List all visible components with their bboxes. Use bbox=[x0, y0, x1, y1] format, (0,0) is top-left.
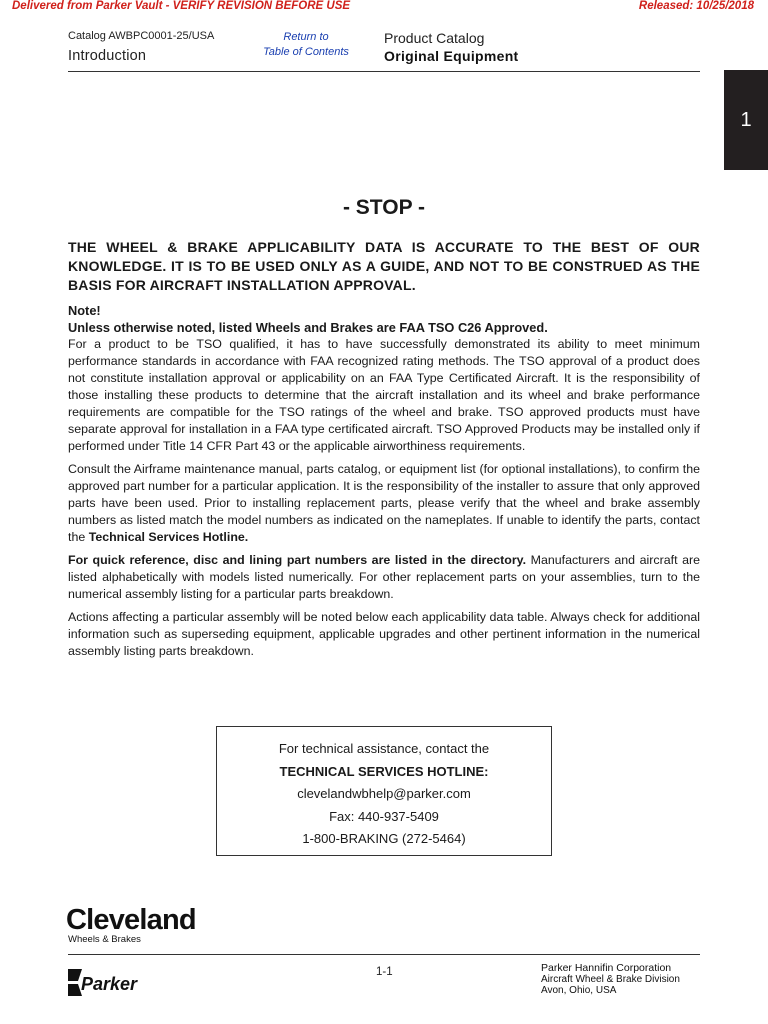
contact-phone: 1-800-BRAKING (272-5464) bbox=[302, 831, 466, 846]
return-link-line2: Table of Contents bbox=[263, 46, 349, 58]
chapter-tab bbox=[724, 70, 768, 170]
contact-fax: Fax: 440-937-5409 bbox=[329, 808, 439, 824]
reference-text: Manufacturers and aircraft are listed alphabetically with models listed numerically. For other replacement parts on your assemblies, turn to the numerical assembly listing for a particular parts breakdown. bbox=[68, 553, 700, 601]
contact-box bbox=[216, 726, 552, 856]
parker-logo-text: Parker bbox=[81, 974, 138, 994]
return-link-line1: Return to bbox=[283, 31, 329, 43]
hotline-reference: Technical Services Hotline. bbox=[88, 530, 249, 544]
contact-email[interactable]: clevelandwbhelp@parker.com bbox=[297, 786, 471, 801]
body-text bbox=[68, 302, 700, 666]
vault-banner: Delivered from Parker Vault - VERIFY REVISION BEFORE USE bbox=[12, 0, 351, 12]
header-divider bbox=[68, 71, 700, 72]
warning-text: THE WHEEL & BRAKE APPLICABILITY DATA IS ACCURATE TO THE BEST OF OUR KNOWLEDGE. IT IS TO BE USED ONLY AS A GUIDE, AND NOT TO BE CONSTRUED AS THE BASIS FOR AIRCRAFT INSTALLATION APPROVAL. bbox=[68, 239, 700, 293]
note-heading: Note! bbox=[68, 303, 101, 318]
corp-location: Avon, Ohio, USA bbox=[541, 985, 617, 996]
cleveland-logo: Cleveland bbox=[66, 904, 196, 936]
catalog-subtitle: Original Equipment bbox=[384, 48, 519, 64]
chapter-tab-number: 1 bbox=[740, 108, 752, 131]
cleveland-logo-tagline: Wheels & Brakes bbox=[68, 934, 141, 945]
stop-heading: - STOP - bbox=[342, 196, 426, 219]
release-date: Released: 10/25/2018 bbox=[638, 0, 754, 12]
corporate-address bbox=[541, 963, 680, 996]
reference-paragraph bbox=[68, 552, 700, 603]
hotline-title: TECHNICAL SERVICES HOTLINE: bbox=[279, 763, 489, 779]
corp-name: Parker Hannifin Corporation bbox=[541, 962, 672, 974]
page-number: 1-1 bbox=[376, 966, 393, 978]
tso-paragraph: For a product to be TSO qualified, it has to have successfully demonstrated its ability to meet minimum performance standards in accordance with FAA recognized rating methods. The TSO approval of a product does not constitute installation approval or applicability on an FAA Type Certificated Aircraft. It is the responsibility of those installing these products to determine that the aircraft installation and its wheel and brake performance requirements are compatible for the TSO ratings of the wheel and brake. TSO approved products must have separate approval for installation in a FAA type certificated aircraft. TSO Approved Products may be installed only if performed under Title 14 CFR Part 43 or the applicable airworthiness requirements. bbox=[68, 337, 700, 453]
section-title: Introduction bbox=[68, 48, 147, 64]
corp-division: Aircraft Wheel & Brake Division bbox=[541, 974, 680, 985]
consult-text: Consult the Airframe maintenance manual, parts catalog, or equipment list (for optional installations), to confirm the approved part number for a particular application. It is the responsibility of the installer to assure that only approved parts have been used. Prior to installing replacement parts, please verify that the wheel and brake assembly numbers as listed match the model numbers as indicated on the nameplates. If unable to identify the parts, contact the bbox=[68, 462, 700, 544]
actions-paragraph: Actions affecting a particular assembly will be noted below each applicability data table. Always check for additional information such as superseding equipment, applicable upgrades and other pertinent information in the numerical assembly listing parts breakdown. bbox=[68, 610, 700, 658]
footer-divider bbox=[68, 954, 700, 955]
catalog-title: Product Catalog bbox=[384, 30, 485, 46]
parker-logo bbox=[68, 966, 154, 998]
return-to-toc-link[interactable] bbox=[246, 30, 366, 60]
catalog-number: Catalog AWBPC0001-25/USA bbox=[68, 30, 215, 42]
reference-bold: For quick reference, disc and lining part numbers are listed in the directory. bbox=[68, 553, 527, 567]
consult-paragraph bbox=[68, 461, 700, 546]
note-statement: Unless otherwise noted, listed Wheels and Brakes are FAA TSO C26 Approved. bbox=[68, 320, 548, 335]
contact-intro: For technical assistance, contact the bbox=[278, 741, 490, 756]
